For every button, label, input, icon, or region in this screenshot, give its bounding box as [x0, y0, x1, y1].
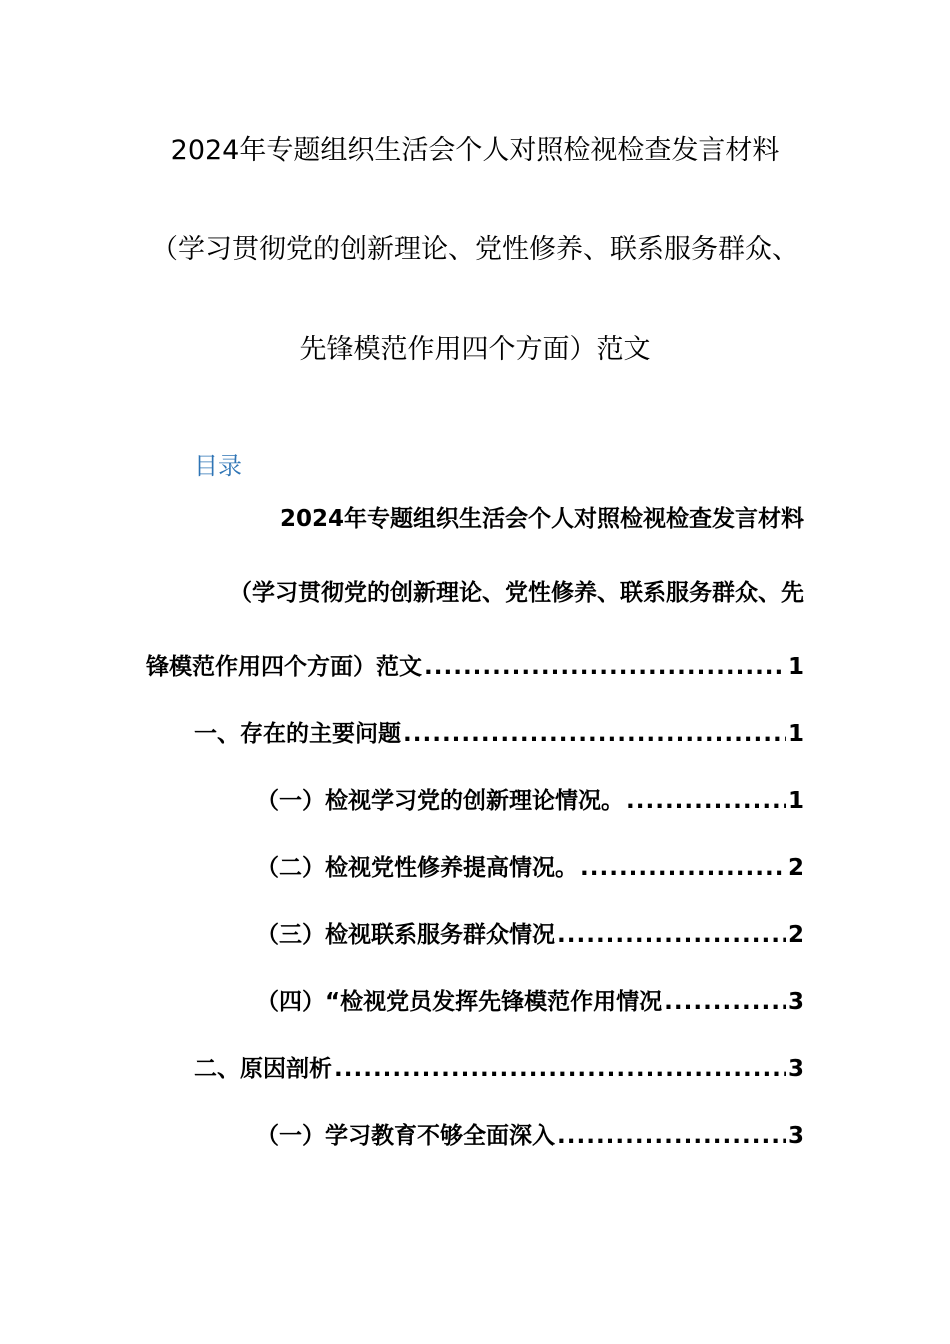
toc-dot-leader	[664, 986, 786, 1018]
title-line-3: 先锋模范作用四个方面）范文	[299, 334, 651, 365]
toc-dot-leader	[580, 852, 786, 884]
toc-heading: 目录	[194, 452, 242, 480]
toc-entry-label: （一）学习教育不够全面深入	[256, 1123, 555, 1149]
toc-dot-leader	[557, 1120, 786, 1152]
toc-entry-label: （四）“检视党员发挥先锋模范作用情况	[256, 989, 663, 1015]
toc-entry-label: 二、原因剖析	[194, 1056, 332, 1082]
toc-title-line-2: （学习贯彻党的创新理论、党性修养、联系服务群众、先	[229, 580, 804, 606]
toc-entry-label: 一、存在的主要问题	[194, 721, 401, 747]
toc-entry-section-1-1[interactable]	[256, 785, 804, 817]
toc-page-number: 1	[787, 654, 804, 680]
toc-page-number: 3	[787, 1056, 804, 1082]
toc-entry-label: 锋模范作用四个方面）范文	[146, 654, 422, 680]
toc-entry-section-2-1[interactable]	[256, 1120, 804, 1152]
toc-entry-section-1[interactable]	[194, 718, 804, 750]
toc-dot-leader	[403, 718, 786, 750]
toc-dot-leader	[626, 785, 786, 817]
toc-entry-section-1-2[interactable]	[256, 852, 804, 884]
toc-entry-title-continued[interactable]	[146, 651, 804, 683]
toc-page-number: 1	[787, 788, 804, 814]
title-line-2: （学习贯彻党的创新理论、党性修养、联系服务群众、	[151, 234, 799, 265]
toc-entry-label: （三）检视联系服务群众情况	[256, 922, 555, 948]
toc-page-number: 3	[787, 989, 804, 1015]
toc-dot-leader	[424, 651, 786, 683]
toc-page-number: 3	[787, 1123, 804, 1149]
toc-dot-leader	[334, 1053, 786, 1085]
toc-dot-leader	[557, 919, 786, 951]
toc-page-number: 1	[787, 721, 804, 747]
title-line-1: 2024年专题组织生活会个人对照检视检查发言材料	[170, 135, 780, 166]
toc-page-number: 2	[787, 855, 804, 881]
toc-entry-section-1-4[interactable]	[256, 986, 804, 1018]
toc-title-line-1: 2024年专题组织生活会个人对照检视检查发言材料	[279, 506, 804, 532]
toc-entry-section-1-3[interactable]	[256, 919, 804, 951]
toc-entry-section-2[interactable]	[194, 1053, 804, 1085]
toc-page-number: 2	[787, 922, 804, 948]
toc-entry-label: （二）检视党性修养提高情况。	[256, 855, 578, 881]
toc-entry-label: （一）检视学习党的创新理论情况。	[256, 788, 624, 814]
